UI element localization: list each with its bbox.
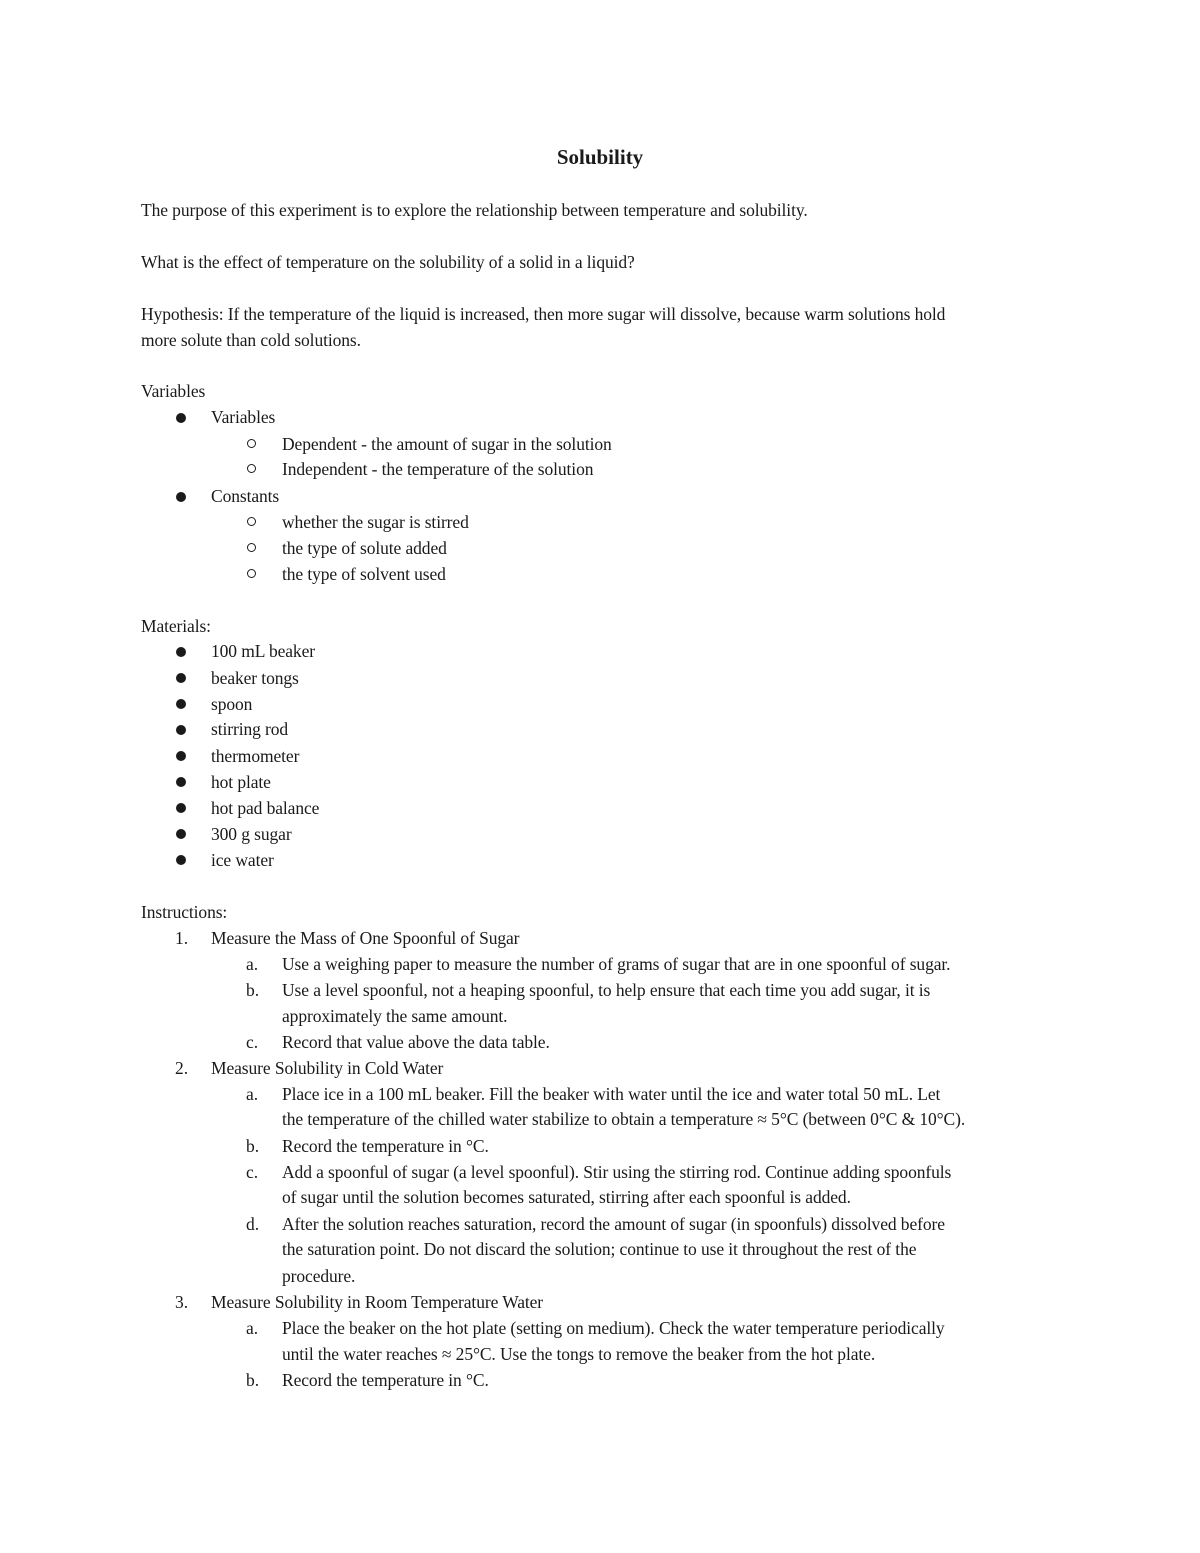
- circle-bullet-icon: [247, 517, 256, 526]
- sub-step-text: Record that value above the data table.: [282, 1032, 550, 1052]
- bullet-icon: [176, 647, 186, 657]
- circle-bullet-icon: [247, 439, 256, 448]
- sub-step-letter: b.: [246, 1136, 260, 1156]
- material-item: 300 g sugar: [211, 824, 292, 844]
- sub-step-text: After the solution reaches saturation, record the amount of sugar (in spoonfuls) dissolved before: [282, 1214, 945, 1234]
- sub-step-letter: a.: [246, 1084, 259, 1104]
- hypothesis-text-line-1: Hypothesis: If the temperature of the liquid is increased, then more sugar will dissolve, because warm solutions hold: [141, 304, 946, 324]
- question-text: What is the effect of temperature on the solubility of a solid in a liquid?: [141, 252, 635, 272]
- sub-step-text: until the water reaches ≈ 25°C. Use the tongs to remove the beaker from the hot plate.: [282, 1344, 876, 1364]
- sub-step-letter: a.: [246, 954, 259, 974]
- sub-step-text: procedure.: [282, 1266, 356, 1286]
- instructions-heading: Instructions:: [141, 902, 228, 922]
- constants-group-label: Constants: [211, 486, 280, 506]
- step-number: 3.: [175, 1292, 189, 1312]
- sub-step-text: Use a level spoonful, not a heaping spoonful, to help ensure that each time you add sugar, it is: [282, 980, 931, 1000]
- material-item: beaker tongs: [211, 668, 299, 688]
- step-number: 2.: [175, 1058, 189, 1078]
- material-item: ice water: [211, 850, 274, 870]
- material-item: hot plate: [211, 772, 271, 792]
- bullet-icon: [176, 413, 186, 423]
- circle-bullet-icon: [247, 464, 256, 473]
- constant-item: the type of solute added: [282, 538, 447, 558]
- bullet-icon: [176, 803, 186, 813]
- bullet-icon: [176, 699, 186, 709]
- bullet-icon: [176, 492, 186, 502]
- bullet-icon: [176, 829, 186, 839]
- sub-step-letter: b.: [246, 1370, 260, 1390]
- sub-step-text: Add a spoonful of sugar (a level spoonful). Stir using the stirring rod. Continue adding spoonfuls: [282, 1162, 952, 1182]
- constant-item: the type of solvent used: [282, 564, 446, 584]
- bullet-icon: [176, 673, 186, 683]
- variables-heading: Variables: [141, 381, 206, 401]
- document-title: Solubility: [556, 145, 644, 169]
- variables-group-label: Variables: [211, 407, 276, 427]
- sub-step-text: of sugar until the solution becomes saturated, stirring after each spoonful is added.: [282, 1187, 851, 1207]
- sub-step-text: Record the temperature in °C.: [282, 1370, 489, 1390]
- hypothesis-text-line-2: more solute than cold solutions.: [141, 330, 361, 350]
- material-item: spoon: [211, 694, 253, 714]
- circle-bullet-icon: [247, 543, 256, 552]
- bullet-icon: [176, 777, 186, 787]
- variable-item: Independent - the temperature of the solution: [282, 459, 594, 479]
- step-title: Measure the Mass of One Spoonful of Sugar: [211, 928, 520, 948]
- purpose-text: The purpose of this experiment is to explore the relationship between temperature and solubility.: [141, 200, 808, 220]
- variable-item: Dependent - the amount of sugar in the solution: [282, 434, 612, 454]
- bullet-icon: [176, 855, 186, 865]
- sub-step-letter: d.: [246, 1214, 260, 1234]
- sub-step-letter: a.: [246, 1318, 259, 1338]
- sub-step-text: Place the beaker on the hot plate (setting on medium). Check the water temperature periodically: [282, 1318, 945, 1338]
- material-item: 100 mL beaker: [211, 641, 315, 661]
- sub-step-letter: c.: [246, 1032, 259, 1052]
- material-item: thermometer: [211, 746, 300, 766]
- step-number: 1.: [175, 928, 189, 948]
- sub-step-text: the saturation point. Do not discard the solution; continue to use it throughout the rest of the: [282, 1239, 917, 1259]
- materials-heading: Materials:: [141, 616, 211, 636]
- bullet-icon: [176, 725, 186, 735]
- material-item: stirring rod: [211, 719, 289, 739]
- sub-step-letter: c.: [246, 1162, 259, 1182]
- sub-step-text: approximately the same amount.: [282, 1006, 508, 1026]
- bullet-icon: [176, 751, 186, 761]
- sub-step-text: the temperature of the chilled water stabilize to obtain a temperature ≈ 5°C (between 0°C & 10°C).: [282, 1109, 966, 1129]
- sub-step-text: Record the temperature in °C.: [282, 1136, 489, 1156]
- material-item: hot pad balance: [211, 798, 320, 818]
- sub-step-letter: b.: [246, 980, 260, 1000]
- circle-bullet-icon: [247, 569, 256, 578]
- step-title: Measure Solubility in Room Temperature Water: [211, 1292, 544, 1312]
- sub-step-text: Use a weighing paper to measure the number of grams of sugar that are in one spoonful of sugar.: [282, 954, 951, 974]
- step-title: Measure Solubility in Cold Water: [211, 1058, 444, 1078]
- constant-item: whether the sugar is stirred: [282, 512, 469, 532]
- sub-step-text: Place ice in a 100 mL beaker. Fill the beaker with water until the ice and water total 50 mL. Let: [282, 1084, 941, 1104]
